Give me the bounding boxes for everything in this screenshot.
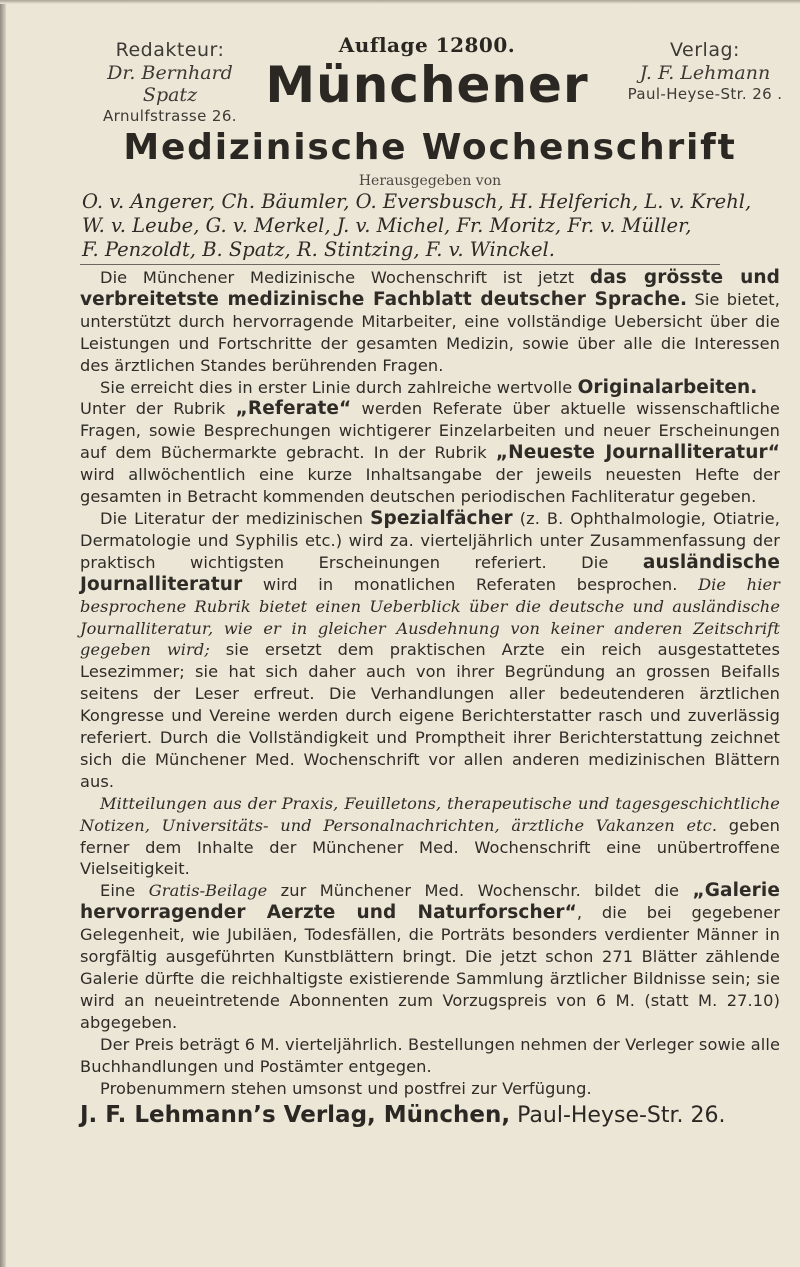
city-title: Münchener: [265, 56, 589, 114]
highlight-text: Originalarbeiten.: [577, 376, 758, 398]
highlight-text: „Neueste Journalliteratur“: [495, 442, 780, 464]
italic-text: Die hier besprochene Rubrik bietet einen Ueberblick über die deutsche und ausländische Journalliteratur, wie er in gleicher Ausdehnung von keiner anderen Zeitschrift gegeben wird;: [80, 574, 780, 660]
italic-text: Mitteilungen aus der Praxis, Feuilletons, therapeutische und tagesgeschichtliche Notizen, Universitäts- und Personalnachrichten, ärztliche Vakanzen etc.: [80, 793, 780, 835]
masthead: [80, 30, 783, 125]
paragraph: [80, 508, 780, 793]
masthead-center: [262, 32, 592, 112]
highlight-text: „Galerie hervorragender Aerzte und Naturforscher“: [80, 880, 780, 924]
editor-block: [80, 38, 260, 126]
footer-imprint: [80, 1101, 780, 1130]
text-run: sie ersetzt dem praktischen Arzte ein reich ausgestattetes Lesezimmer; sie hat sich daher auch von ihrer Begründung an grossen Beifalls seitens der Leser erfreut. Die Verhandlungen aller bedeutenderen ärztlichen Kongresse und Vereine werden durch eigene Berichterstatter rasch und zuverlässig referiert. Durch die Vollständigkeit und Promptheit ihrer Berichterstattung zeichnet sich die Münchener Med. Wochenschrift vor allen anderen medizinischen Blättern aus.: [80, 640, 780, 791]
circulation: Auflage 12800.: [338, 33, 516, 57]
text-run: werden Referate über aktuelle wissenschaftliche Fragen, sowie Besprechungen wichtigerer Einzelarbeiten und neuer Erscheinungen auf dem Büchermarkte gebracht. In der Rubrik: [80, 399, 780, 463]
paragraph: [80, 793, 780, 881]
highlight-text: Spezialfächer: [370, 507, 513, 529]
publisher-block: [620, 38, 790, 104]
footer-publisher: J. F. Lehmann’s Verlag, München,: [80, 1102, 511, 1129]
text-run: wird in monatlichen Referaten besprochen.: [242, 574, 699, 594]
editors-line: O. v. Angerer, Ch. Bäumler, O. Eversbusch, H. Helferich, L. v. Krehl,: [82, 190, 752, 213]
text-run: wird allwöchentlich eine kurze Inhaltsangabe der jeweils neuesten Hefte der gesamten in Betracht kommenden deutschen periodischen Fachliteratur gegeben.: [80, 465, 780, 507]
footer-address: Paul-Heyse-Str. 26.: [510, 1103, 726, 1129]
publisher-role: Verlag:: [670, 39, 740, 61]
text-run: Sie erreicht dies in erster Linie durch zahlreiche wertvolle: [100, 377, 578, 397]
paragraph: Probenummern stehen umsonst und postfrei zur Verfügung.: [100, 1078, 592, 1098]
issued-by: Herausgegeben von: [358, 173, 502, 189]
editors-line: W. v. Leube, G. v. Merkel, J. v. Michel, Fr. Moritz, Fr. v. Müller,: [82, 214, 692, 237]
page-top-edge: [0, 0, 800, 4]
paragraph: [80, 880, 780, 1033]
highlight-text: ausländische Journalliteratur: [80, 551, 780, 595]
advertisement-page: [80, 30, 783, 1130]
paragraph: Der Preis beträgt 6 M. vierteljährlich. Bestellungen nehmen der Verleger sowie alle Buchhandlungen und Postämter entgegen.: [80, 1034, 780, 1076]
paragraph: [80, 398, 780, 508]
highlight-text: das grösste und verbreitetste medizinische Fachblatt deutscher Sprache.: [80, 267, 780, 310]
text-run: Sie bietet, unterstützt durch hervorragende Mitarbeiter, eine vollständige Uebersicht über die Leistungen und Fortschritte der gesamten Medizin, sowie über alle die Interessen des ärztlichen Standes berührenden Fragen.: [80, 289, 780, 375]
divider: [80, 264, 720, 265]
editors-list: [80, 190, 780, 262]
editor-name: Dr. Bernhard Spatz: [107, 62, 233, 106]
publisher-name: J. F. Lehmann: [639, 62, 771, 84]
highlight-text: „Referate“: [235, 398, 352, 420]
text-run: (z. B. Ophthalmologie, Otiatrie, Dermatologie und Syphilis etc.) wird za. vierteljährlich unter Zusammenfassung der praktisch wichtigsten Erscheinungen referiert. Die: [80, 508, 780, 572]
publisher-address: Paul-Heyse-Str. 26 .: [627, 85, 783, 103]
paragraph: [80, 377, 780, 399]
editors-line: F. Penzoldt, B. Spatz, R. Stintzing, F. v. Winckel.: [82, 238, 555, 261]
text-run: Die Münchener Medizinische Wochenschrift ist jetzt: [100, 268, 590, 287]
editor-role: Redakteur:: [115, 39, 225, 61]
text-run: geben ferner dem Inhalte der Münchener Med. Wochenschrift eine unübertroffene Vielseitigkeit.: [80, 815, 781, 879]
italic-text: Gratis-Beilage: [148, 881, 268, 901]
text-run: Die Literatur der medizinischen: [100, 508, 371, 528]
article-body: [80, 267, 780, 1099]
text-run: Eine: [100, 881, 149, 901]
journal-title: Medizinische Wochenschrift: [123, 127, 737, 168]
text-run: , die bei gegebener Gelegenheit, wie Jubiläen, Todesfällen, die Porträts besonders verdienter Männer in sorgfältig ausgeführten Kunstblättern bringt. Die jetzt schon 271 Blätter zählende Galerie dürfte die reichhaltigste existierende Sammlung ärztlicher Bildnisse sein; sie wird an neueintretende Abonnenten zum Vorzugspreis von 6 M. (statt M. 27.10) abgegeben.: [80, 903, 780, 1032]
text-run: zur Münchener Med. Wochenschr. bildet die: [267, 881, 693, 901]
paragraph: [80, 267, 780, 377]
editor-address: Arnulfstrasse 26.: [103, 107, 237, 125]
page-edge-shadow: [0, 0, 6, 1267]
text-run: Unter der Rubrik: [80, 399, 236, 419]
